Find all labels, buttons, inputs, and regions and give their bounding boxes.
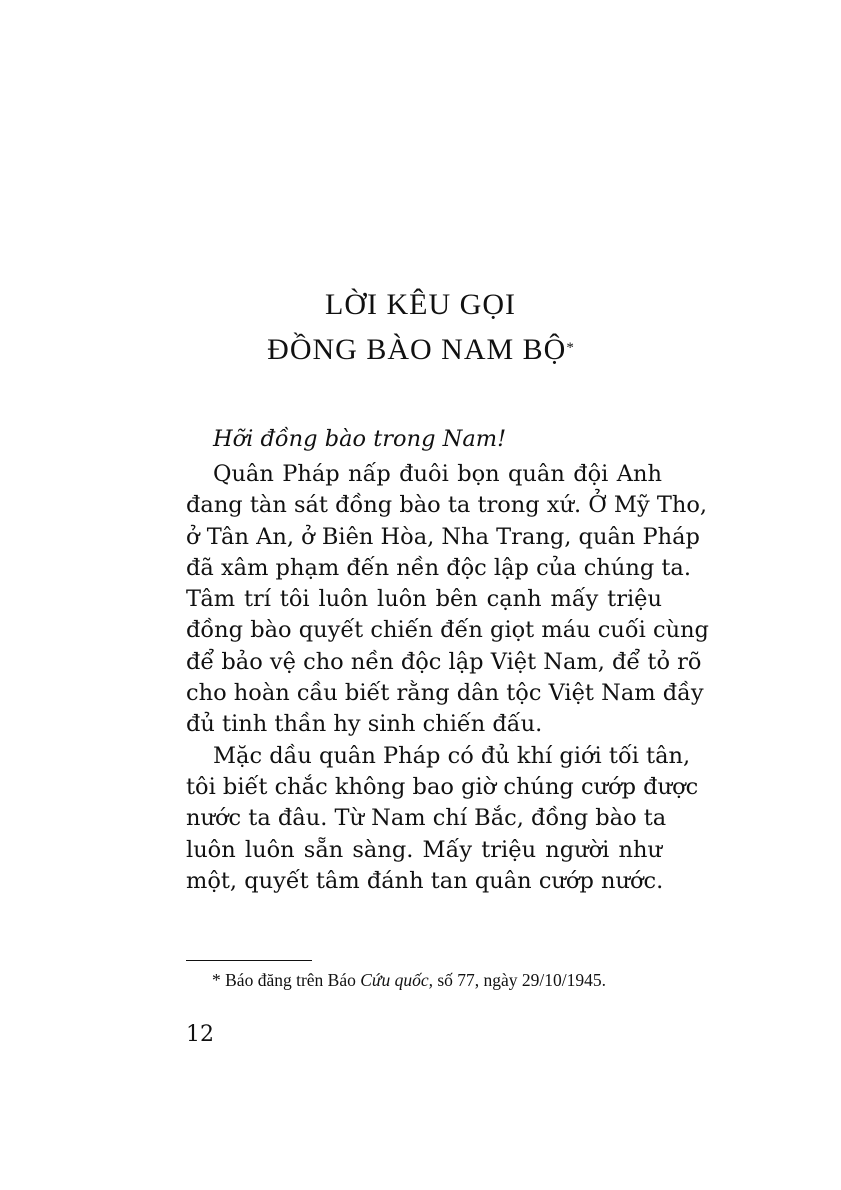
paragraph-line: cho hoàn cầu biết rằng dân tộc Việt Nam đầy (186, 680, 704, 707)
footnote-prefix: Báo đăng trên Báo (220, 970, 361, 990)
paragraph-line: luôn luôn sẵn sàng. Mấy triệu người như (186, 836, 662, 863)
paragraph-2 (186, 741, 699, 897)
page-title-line-2 (0, 332, 841, 368)
paragraph-line: đồng bào quyết chiến đến giọt máu cuối cùng (186, 617, 709, 644)
paragraph-line: để bảo vệ cho nền độc lập Việt Nam, để tỏ rõ (186, 648, 702, 675)
footnote-suffix: số 77, ngày 29/10/1945. (432, 970, 607, 990)
paragraph-line: nước ta đâu. Từ Nam chí Bắc, đồng bào ta (186, 805, 667, 832)
title-footnote-marker: * (566, 340, 574, 356)
paragraph-line: đã xâm phạm đến nền độc lập của chúng ta. (186, 554, 691, 581)
page-title-line-2-text: ĐỒNG BÀO NAM BỘ (267, 333, 567, 366)
footnote (212, 968, 606, 992)
paragraph-line: Tâm trí tôi luôn luôn bên cạnh mấy triệu (186, 586, 662, 613)
paragraph-line: ở Tân An, ở Biên Hòa, Nha Trang, quân Pháp (186, 523, 700, 550)
page-title-line-1: LỜI KÊU GỌI (325, 288, 516, 321)
paragraph-line: đang tàn sát đồng bào ta trong xứ. Ở Mỹ Tho, (186, 492, 708, 519)
body-text (186, 421, 709, 897)
paragraph-line: Mặc dầu quân Pháp có đủ khí giới tối tân, (213, 742, 691, 769)
paragraph-1 (186, 459, 709, 741)
footnote-marker: * (212, 970, 221, 990)
page-number: 12 (186, 1022, 214, 1047)
greeting: Hỡi đồng bào trong Nam! (213, 426, 507, 452)
footnote-divider (186, 960, 312, 961)
paragraph-line: tôi biết chắc không bao giờ chúng cướp được (186, 773, 699, 800)
paragraph-line: một, quyết tâm đánh tan quân cướp nước. (186, 867, 664, 894)
paragraph-line: Quân Pháp nấp đuôi bọn quân đội Anh (213, 461, 662, 487)
paragraph-line: đủ tinh thần hy sinh chiến đấu. (186, 711, 543, 738)
footnote-newspaper: Cứu quốc, (360, 970, 433, 990)
